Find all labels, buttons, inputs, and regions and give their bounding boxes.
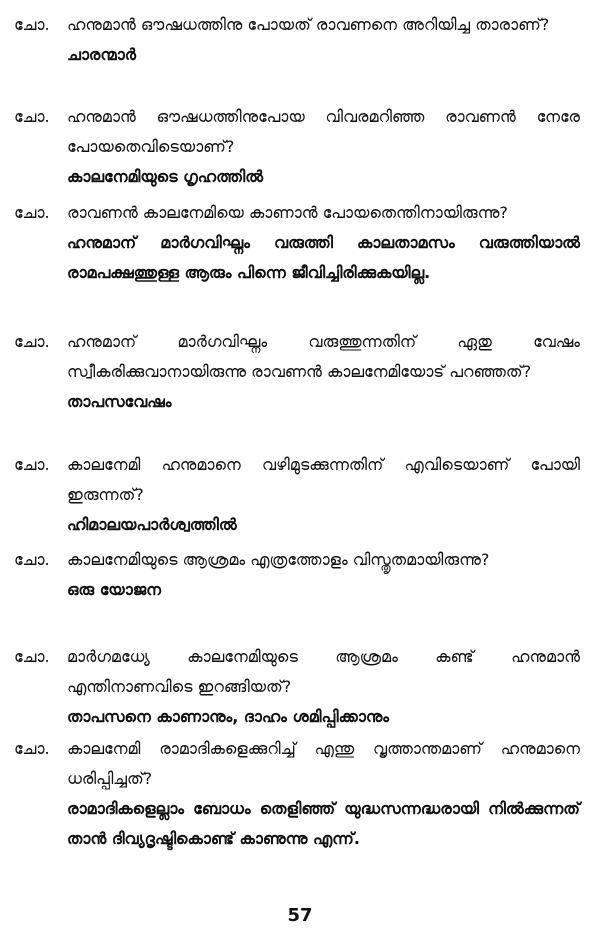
question bbox=[14, 198, 580, 228]
question-text: കാലനേമിയുടെ ആശ്രമം എത്രത്തോളം വിസ്തൃതമായിരുന്നു? bbox=[67, 550, 490, 569]
answer-text: ചാരന്മാർ bbox=[67, 45, 136, 64]
qa-item-2 bbox=[0, 102, 600, 192]
question-text: കാലനേമി രാമാദികളെക്കുറിച്ച് എന്തു വൃത്താന്തമാണ് ഹനുമാനെ ധരിപ്പിച്ചത്? bbox=[67, 739, 580, 788]
qa-item-5 bbox=[0, 450, 600, 540]
qa-item-3 bbox=[0, 198, 600, 288]
question-label: ചോ. bbox=[14, 203, 50, 222]
question bbox=[14, 10, 580, 40]
question-label: ചോ. bbox=[14, 739, 50, 758]
page-number: 57 bbox=[287, 905, 313, 926]
question-label: ചോ. bbox=[14, 332, 50, 351]
question-text: ഹനുമാൻ ഔഷധത്തിനുപോയ വിവരമറിഞ്ഞ രാവണൻ നേരേ പോയതെവിടെയാണ്? bbox=[67, 107, 580, 156]
question bbox=[14, 327, 580, 387]
answer-text: കാലനേമിയുടെ ഗൃഹത്തിൽ bbox=[67, 167, 264, 186]
answer-text: ഒരു യോജന bbox=[67, 580, 162, 599]
qa-item-6 bbox=[0, 545, 600, 605]
answer-text: ഹിമാലയപാർശ്വത്തിൽ bbox=[67, 515, 237, 534]
question-text: രാവണൻ കാലനേമിയെ കാണാൻ പോയതെന്തിനായിരുന്നു? bbox=[67, 203, 508, 222]
question bbox=[14, 545, 580, 575]
question bbox=[14, 642, 580, 702]
question bbox=[14, 450, 580, 510]
qa-item-1 bbox=[0, 10, 600, 70]
qa-item-7 bbox=[0, 642, 600, 732]
qa-item-8 bbox=[0, 734, 600, 854]
answer-text: രാമാദികളെല്ലാം ബോധം തെളിഞ്ഞ് യുദ്ധസന്നദ്ധരായി നിൽക്കുന്നത് താൻ ദിവ്യദൃഷ്ടികൊണ്ട് കാണുന്നു എന്ന്. bbox=[67, 799, 580, 848]
answer-text: താപസവേഷം bbox=[67, 392, 172, 411]
question-label: ചോ. bbox=[14, 647, 50, 666]
question-text: കാലനേമി ഹനുമാനെ വഴിമുടക്കുന്നതിന് എവിടെയാണ് പോയി ഇരുന്നത്? bbox=[67, 455, 580, 504]
answer-text: താപസനെ കാണാനും, ദാഹം ശമിപ്പിക്കാനും bbox=[67, 707, 389, 726]
question-text: ഹനുമാൻ ഔഷധത്തിനു പോയത് രാവണനെ അറിയിച്ച താരാണ്? bbox=[67, 15, 550, 34]
question-label: ചോ. bbox=[14, 455, 50, 474]
question-label: ചോ. bbox=[14, 107, 50, 126]
question-label: ചോ. bbox=[14, 550, 50, 569]
question-label: ചോ. bbox=[14, 15, 50, 34]
question bbox=[14, 734, 580, 794]
question-text: മാർഗമധ്യേ കാലനേമിയുടെ ആശ്രമം കണ്ട് ഹനുമാൻ എന്തിനാണവിടെ ഇറങ്ങിയത്? bbox=[67, 647, 580, 696]
question bbox=[14, 102, 580, 162]
qa-item-4 bbox=[0, 327, 600, 417]
answer-text: ഹനുമാന് മാർഗവിഘ്നം വരുത്തി കാലതാമസം വരുത്തിയാൽ രാമപക്ഷത്തുള്ള ആരും പിന്നെ ജീവിച്ചിരിക്കുകയില്ല. bbox=[67, 233, 580, 282]
question-text: ഹനുമാന് മാർഗവിഘ്നം വരുത്തുന്നതിന് ഏതു വേഷം സ്വീകരിക്കുവാനായിരുന്നു രാവണൻ കാലനേമിയോട് പറഞ്ഞത്? bbox=[67, 332, 580, 381]
